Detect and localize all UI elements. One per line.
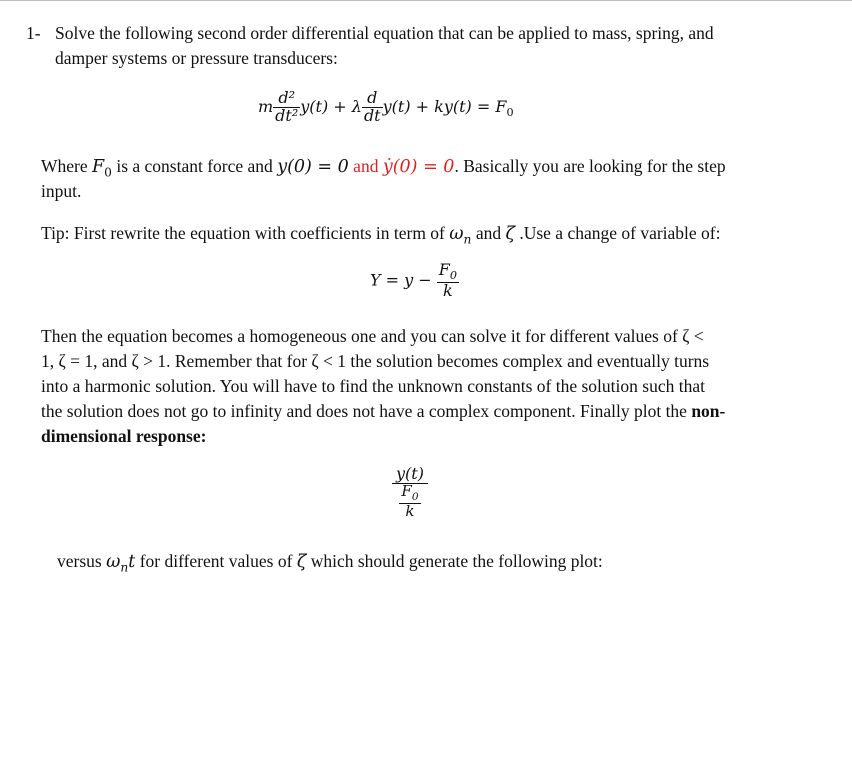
body-line-4: the solution does not go to infinity and does not have a complex component. Finally plot the non-	[41, 401, 726, 421]
closing-line: versus $\omega_nt$ for different values of ζ which should generate the following plot:	[57, 551, 603, 575]
body-line-2: 1, ζ = 1, and ζ > 1. Remember that for ζ < 1 the solution becomes complex and eventually turns	[41, 351, 710, 371]
eq-rest: y(t) + ky(t) = F	[382, 96, 507, 116]
eq-mass: m	[258, 96, 274, 116]
eq-first-derivative: $\frac{d}{dt}$	[363, 88, 381, 125]
eq-second-derivative: $\frac{\text{d²}}{\text{dt²}}$	[275, 88, 299, 125]
condition-ydot0: ẏ(0) = 0	[382, 157, 455, 177]
and-red: and	[348, 156, 383, 176]
question-number: 1-	[26, 23, 41, 43]
intro-line-1: Solve the following second order differential equation that can be applied to mass, spring, and	[55, 23, 714, 43]
tip-line: Tip: First rewrite the equation with coefficients in term of $\omega_n$ and ζ .Use a change of variable of:	[41, 223, 721, 247]
body-line-3: into a harmonic solution. You will have to find the unknown constants of the solution such that	[41, 376, 705, 396]
where-line-2: input.	[41, 181, 82, 201]
condition-y0: y(0) = 0	[277, 157, 349, 177]
main-equation	[258, 90, 514, 125]
response-fraction: $\frac{y(t)}{\frac{F_0}{k}}$	[392, 466, 428, 520]
body-line-5: dimensional response:	[41, 426, 207, 446]
eq-sub: 0	[506, 105, 514, 119]
where-line-1: Where $F_0$ is a constant force and y(0) = 0 and ẏ(0) = 0. Basically you are looking for the step	[41, 156, 726, 180]
intro-line-2: damper systems or pressure transducers:	[55, 48, 338, 68]
substitution-equation: Y = y − $\frac{F_0}{k}$	[370, 260, 457, 300]
top-rule	[0, 0, 852, 1]
body-line-1: Then the equation becomes a homogeneous one and you can solve it for different values of ζ <	[41, 326, 704, 346]
eq-term-1: y(t) + λ	[300, 96, 362, 116]
